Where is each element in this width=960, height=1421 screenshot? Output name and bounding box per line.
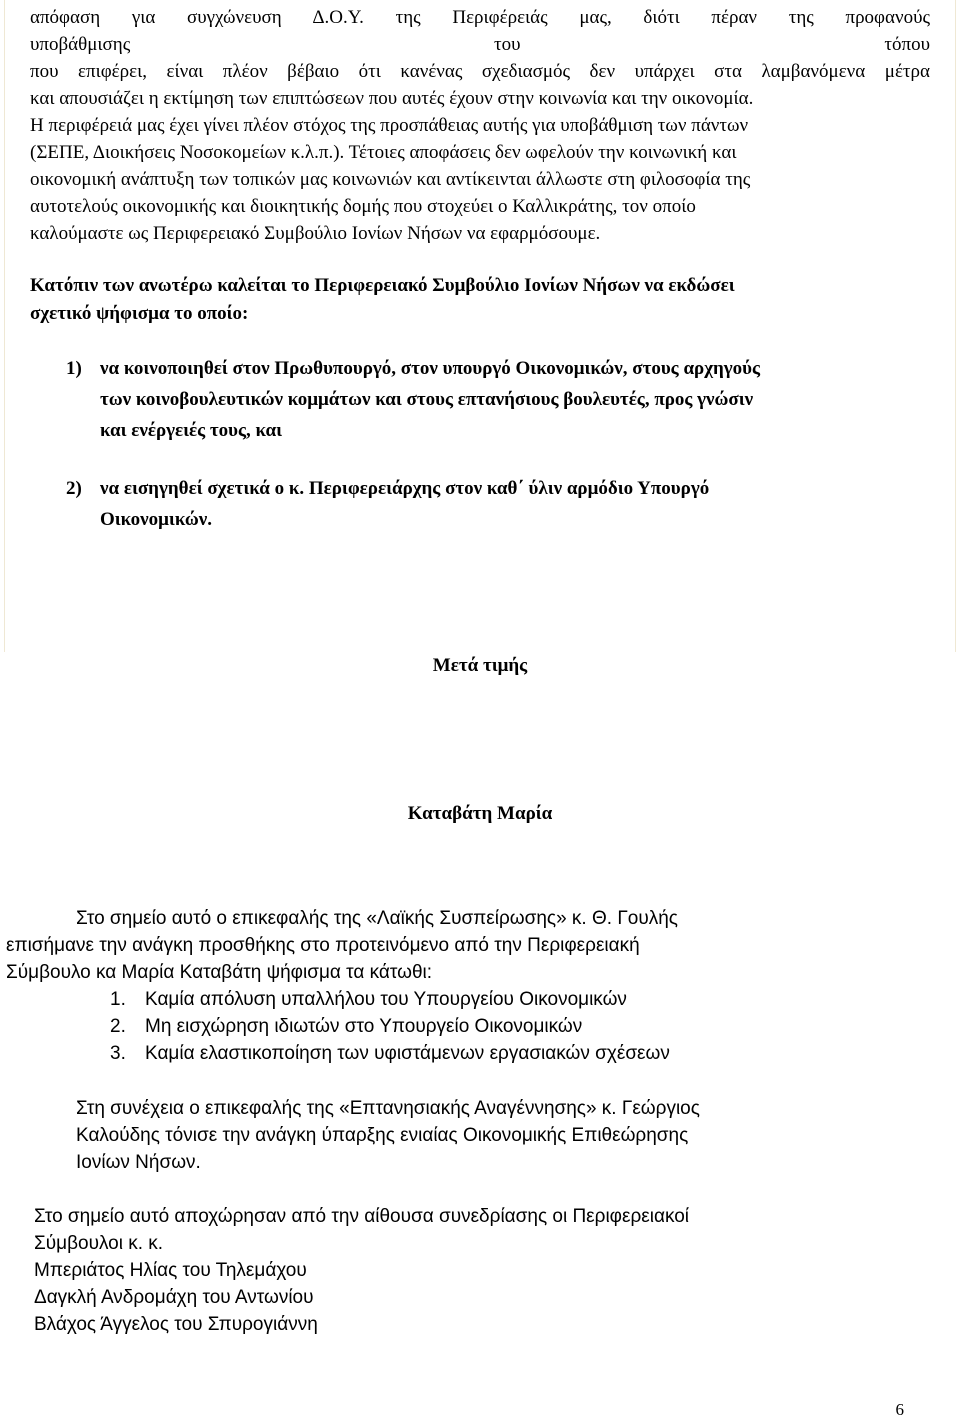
resolution-intro-line: Κατόπιν των ανωτέρω καλείται το Περιφερειακό Συμβούλιο Ιονίων Νήσων να εκδώσει — [30, 275, 735, 296]
resolution-item-number: 2) — [66, 478, 82, 499]
signatory-name: Καταβάτη Μαρία — [407, 803, 553, 824]
paragraph-1-line: υποβάθμισης του τόπου — [30, 34, 930, 55]
paragraph-2 — [30, 112, 930, 247]
list-item — [110, 1013, 670, 1040]
page-number: 6 — [895, 1400, 904, 1419]
list-item-number: 1. — [110, 989, 126, 1010]
list-item — [110, 986, 670, 1013]
resolution-item-line: Οικονομικών. — [100, 509, 212, 530]
departed-members-list — [34, 1257, 914, 1338]
goulis-paragraph-line: Στο σημείο αυτό ο επικεφαλής της «Λαϊκής Συσπείρωσης» κ. Θ. Γουλής — [76, 908, 678, 929]
goulis-demands-list — [110, 986, 670, 1067]
list-item — [110, 1040, 670, 1067]
goulis-paragraph — [6, 905, 906, 986]
member-name: Βλάχος Άγγελος του Σπυρογιάννη — [34, 1314, 318, 1335]
paragraph-1-line: και απουσιάζει η εκτίμηση των επιπτώσεων που αυτές έχουν στην κοινωνία και την οικονομία. — [30, 88, 754, 109]
list-item-number: 3. — [110, 1043, 126, 1064]
kaloudis-paragraph-line: Καλούδης τόνισε την ανάγκη ύπαρξης ενιαίας Οικονομικής Επιθεώρησης — [76, 1125, 689, 1146]
list-item-text: Καμία ελαστικοποίηση των υφιστάμενων εργασιακών σχέσεων — [145, 1043, 670, 1064]
departure-paragraph-line: Σύμβουλοι κ. κ. — [34, 1233, 164, 1254]
resolution-item-line: και ενέργειές τους, και — [100, 420, 283, 441]
paragraph-2-line: καλούμαστε ως Περιφερειακό Συμβούλιο Ιονίων Νήσων να εφαρμόσουμε. — [30, 223, 601, 244]
paragraph-2-line: αυτοτελούς οικονομικής και διοικητικής δομής που στοχεύει ο Καλλικράτης, τον οποίο — [30, 196, 696, 217]
closing-salutation: Μετά τιμής — [432, 655, 528, 676]
goulis-paragraph-line: επισήμανε την ανάγκη προσθήκης στο προτεινόμενο από την Περιφερειακή — [6, 935, 640, 956]
paragraph-1-line: που επιφέρει, είναι πλέον βέβαιο ότι κανένας σχεδιασμός δεν υπάρχει στα λαμβανόμενα μέτρα — [30, 61, 930, 82]
paragraph-2-line: οικονομική ανάπτυξη των τοπικών μας κοινωνιών και αντίκεινται άλλωστε στη φιλοσοφία της — [30, 169, 751, 190]
kaloudis-paragraph — [76, 1095, 906, 1176]
paragraph-1 — [30, 4, 930, 112]
list-item-text: Καμία απόλυση υπαλλήλου του Υπουργείου Οικονομικών — [145, 989, 627, 1010]
resolution-item-line: να κοινοποιηθεί στον Πρωθυπουργό, στον υπουργό Οικονομικών, στους αρχηγούς — [100, 358, 761, 379]
resolution-intro-line: σχετικό ψήφισμα το οποίο: — [30, 303, 249, 324]
kaloudis-paragraph-line: Ιονίων Νήσων. — [76, 1152, 201, 1173]
member-name: Δαγκλή Ανδρομάχη του Αντωνίου — [34, 1287, 314, 1308]
resolution-item-line: των κοινοβουλευτικών κομμάτων και στους επτανήσιους βουλευτές, προς γνώσιν — [100, 389, 754, 410]
goulis-paragraph-line: Σύμβουλο κα Μαρία Καταβάτη ψήφισμα τα κάτωθι: — [6, 962, 433, 983]
list-item-text: Μη εισχώρηση ιδιωτών στο Υπουργείο Οικονομικών — [145, 1016, 583, 1037]
paragraph-2-line: Η περιφέρειά μας έχει γίνει πλέον στόχος της προσπάθειας αυτής για υποβάθμιση των πάντων — [30, 115, 749, 136]
kaloudis-paragraph-line: Στη συνέχεια ο επικεφαλής της «Επτανησιακής Αναγέννησης» κ. Γεώργιος — [76, 1098, 700, 1119]
paragraph-2-line: (ΣΕΠΕ, Διοικήσεις Νοσοκομείων κ.λ.π.). Τέτοιες αποφάσεις δεν ωφελούν την κοινωνική και — [30, 142, 737, 163]
resolution-item-number: 1) — [66, 358, 82, 379]
resolution-intro — [30, 272, 930, 328]
departure-paragraph — [34, 1203, 914, 1257]
departure-paragraph-line: Στο σημείο αυτό αποχώρησαν από την αίθουσα συνεδρίασης οι Περιφερειακοί — [34, 1206, 689, 1227]
paragraph-1-line: απόφαση για συγχώνευση Δ.Ο.Υ. της Περιφέρειάς μας, διότι πέραν της προφανούς — [30, 7, 930, 28]
resolution-item-line: να εισηγηθεί σχετικά ο κ. Περιφερειάρχης στον καθ΄ ύλιν αρμόδιο Υπουργό — [100, 478, 710, 499]
list-item-number: 2. — [110, 1016, 126, 1037]
member-name: Μπεριάτος Ηλίας του Τηλεμάχου — [34, 1260, 307, 1281]
